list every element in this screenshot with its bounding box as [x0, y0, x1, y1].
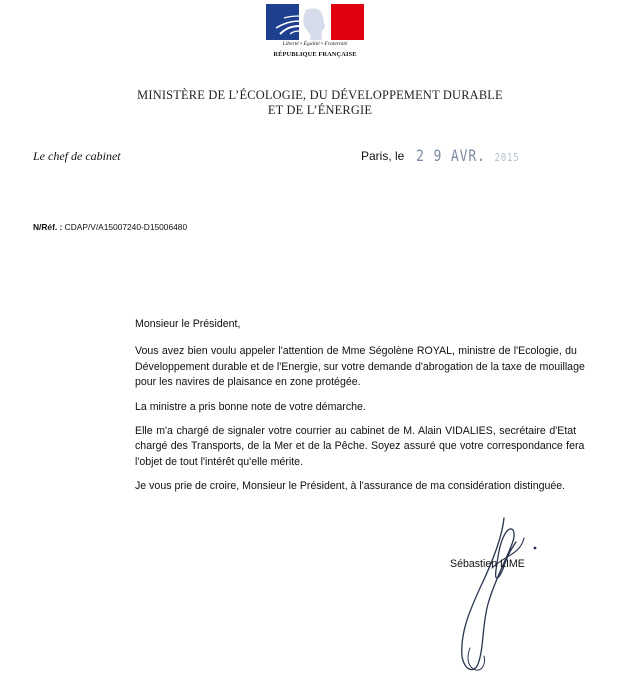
republic-motto: Liberté • Égalité • Fraternité: [282, 41, 348, 47]
paragraph-3-line-2: chargé des Transports, de la Mer et de la Pêche. Soyez assuré que votre correspondance fera: [135, 440, 585, 453]
paragraph-1-line-2: Développement durable et de l'Energie, sur votre demande d'abrogation de la taxe de mouillage: [135, 360, 585, 373]
marianne-flag-icon: [266, 4, 364, 40]
letter-body: [135, 317, 591, 504]
salutation: Monsieur le Président,: [135, 318, 241, 330]
marianne-logo: [266, 4, 364, 62]
ministry-heading: [120, 88, 520, 118]
paragraph-3-line-1: Elle m'a chargé de signaler votre courrier au cabinet de M. Alain VIDALIES, secrétaire d'Etat: [135, 425, 577, 438]
date-stamp: [416, 146, 519, 165]
sender-title: Le chef de cabinet: [33, 149, 121, 163]
reference-label: N/Réf. :: [33, 222, 63, 232]
paragraph-3: [135, 424, 591, 470]
paragraph-1-line-1: Vous avez bien voulu appeler l'attention de Mme Ségolène ROYAL, ministre de l'Ecologie, du: [135, 345, 577, 358]
signatory-name: Sébastien LIME: [450, 558, 525, 570]
ministry-line-2: ET DE L’ÉNERGIE: [267, 103, 373, 117]
paragraph-3-line-3: l'objet de tout l'intérêt qu'elle mérite.: [135, 455, 304, 468]
date-stamp-year: 2015: [494, 151, 520, 164]
paragraph-1: [135, 344, 591, 390]
reference-value: CDAP/V/A15007240-D15006480: [64, 222, 188, 232]
closing: Je vous prie de croire, Monsieur le Président, à l'assurance de ma considération distinguée.: [135, 480, 566, 493]
ministry-line-1: MINISTÈRE DE L’ÉCOLOGIE, DU DÉVELOPPEMENT DURABLE: [137, 88, 503, 102]
republic-name: RÉPUBLIQUE FRANÇAISE: [273, 51, 357, 58]
date-stamp-day-month: 2 9 AVR.: [416, 146, 486, 165]
paragraph-2: La ministre a pris bonne note de votre démarche.: [135, 400, 366, 413]
handwritten-signature: [432, 508, 552, 678]
reference-line: [33, 222, 187, 232]
paragraph-1-line-3: pour les navires de plaisance en zone protégée.: [135, 376, 361, 389]
letter-place: Paris, le: [361, 149, 405, 163]
